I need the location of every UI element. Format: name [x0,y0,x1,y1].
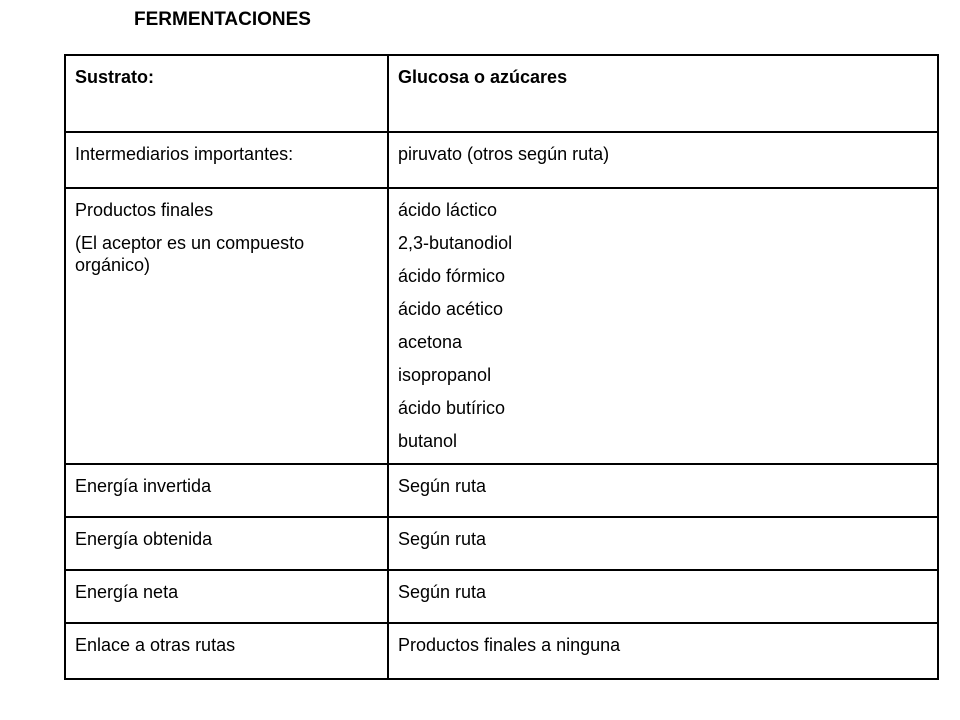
fermentation-table [64,54,939,680]
productos-label: Productos finales [75,200,214,220]
list-item: 2,3-butanodiol [398,233,513,253]
energia-obtenida-value: Según ruta [388,517,938,570]
energia-invertida-label: Energía invertida [65,464,388,517]
energia-neta-label: Energía neta [65,570,388,623]
list-item: butanol [398,431,458,451]
table-row-energia-neta [65,570,938,623]
table-row-energia-invertida [65,464,938,517]
intermediarios-label: Intermediarios importantes: [65,132,388,188]
table-row-sustrato [65,55,938,132]
list-item: isopropanol [398,365,492,385]
page-title: FERMENTACIONES [134,9,311,30]
productos-note: (El aceptor es un compuesto orgánico) [75,233,305,275]
sustrato-label: Sustrato: [65,55,388,132]
list-item: ácido butírico [398,398,506,418]
list-item: ácido fórmico [398,266,506,286]
list-item: ácido acético [398,299,504,319]
product-list [398,199,929,452]
list-item: ácido láctico [398,200,498,220]
energia-invertida-value: Según ruta [388,464,938,517]
productos-value-cell [388,188,938,464]
enlace-value: Productos finales a ninguna [388,623,938,679]
intermediarios-value: piruvato (otros según ruta) [388,132,938,188]
enlace-label: Enlace a otras rutas [65,623,388,679]
productos-label-cell [65,188,388,464]
table-row-intermediarios [65,132,938,188]
table-row-energia-obtenida [65,517,938,570]
table-row-productos [65,188,938,464]
list-item: acetona [398,332,463,352]
table-row-enlace [65,623,938,679]
sustrato-value: Glucosa o azúcares [388,55,938,132]
energia-obtenida-label: Energía obtenida [65,517,388,570]
energia-neta-value: Según ruta [388,570,938,623]
